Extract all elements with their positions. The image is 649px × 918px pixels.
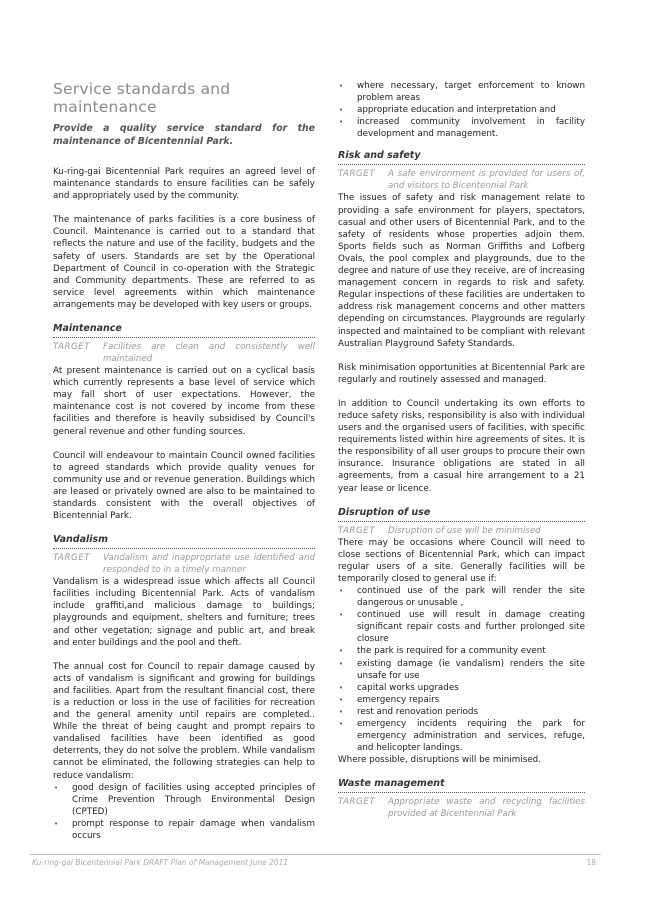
vandalism-strategy-list-continued	[338, 80, 585, 140]
target-label: TARGET	[53, 553, 91, 564]
intro-paragraph: The maintenance of parks facilities is a core business of Council. Maintenance is carried out to a standard that reflects the nature and use of the facility, budgets and the safety of users. Standards are set by the Operational Department of Council in co-operation with the Strategic and Community departments. These are referred to as service level agreements within which maintenance arrangements may be developed with key users or groups.	[53, 215, 315, 310]
target-label: TARGET	[338, 169, 376, 180]
target-label: TARGET	[53, 342, 91, 353]
list-item: • emergency repairs	[339, 694, 440, 705]
list-item: • increased community involvement in facility development and management.	[339, 117, 585, 140]
vandalism-strategy-list	[53, 782, 315, 842]
bullet-icon: •	[339, 659, 344, 668]
risk-heading: Risk and safety	[338, 150, 585, 165]
right-column	[338, 80, 585, 820]
vandalism-heading: Vandalism	[53, 534, 315, 549]
disruption-closing: Where possible, disruptions will be minimised.	[338, 755, 541, 766]
risk-paragraph: Risk minimisation opportunities at Bicentennial Park are regularly and routinely assessed and managed.	[338, 362, 585, 385]
bullet-icon: •	[339, 82, 344, 90]
bullet-icon: •	[339, 118, 344, 127]
section-lead: Provide a quality service standard for the maintenance of Bicentennial Park.	[53, 123, 315, 147]
target-text: Facilities are clean and consistently well maintained	[103, 342, 315, 365]
maintenance-heading: Maintenance	[53, 323, 315, 338]
list-item: • good design of facilities using accepted principles of Crime Prevention Through Environmental Design (CPTED)	[54, 782, 315, 817]
risk-paragraph: In addition to Council undertaking its own efforts to reduce safety risks, responsibility is also with individual users and the organised users of facilities, with specific requirements listed within hire agreements of sites. It is the responsibility of all user groups to procure their own insurance. Insurance obligations are stated in all agreements, from a casual hire arrangement to a 21 year lease or licence.	[338, 398, 585, 494]
maintenance-paragraph: Council will endeavour to maintain Council owned facilities to agreed standards which provide quality venues for community use and or revenue generation. Buildings which are leased or privately owned are also to be maintained to standards consistent with the overall objectives of Bicentennial Park.	[53, 450, 315, 522]
list-item: • appropriate education and interpretation and	[339, 105, 556, 116]
disruption-reasons-list	[338, 585, 585, 754]
list-item: • emergency incidents requiring the park for emergency administration and services, refuge, and helicopter landings.	[339, 719, 585, 754]
disruption-intro: There may be occasions where Council will need to close sections of Bicentennial Park, which can impact regular users of a site. Generally facilities will be temporarily closed to general use if:	[338, 537, 585, 584]
bullet-icon: •	[339, 587, 344, 595]
list-item: • rest and renovation periods	[339, 706, 479, 717]
vandalism-paragraph: Vandalism is a widespread issue which affects all Council facilities including Bicentennial Park. Acts of vandalism include graffiti,and malicious damage to buildings; playgrounds and equipment, shelters and furniture; trees and other vegetation; signage and public art, and break and enter buildings and the pool and theft.	[53, 577, 315, 648]
bullet-icon: •	[339, 647, 344, 656]
bullet-icon: •	[339, 707, 344, 716]
bullet-icon: •	[339, 611, 344, 620]
bullet-icon: •	[339, 720, 344, 729]
disruption-heading: Disruption of use	[338, 507, 585, 522]
waste-heading: Waste management	[338, 778, 585, 793]
maintenance-paragraph: At present maintenance is carried out on a cyclical basis which currently represents a base level of service which may fall short of user expectations. However, the maintenance cost is not covered by income from these facilities and therefore is heavily subsidised by Council's general revenue and other funding sources.	[53, 366, 315, 437]
vandalism-paragraph: The annual cost for Council to repair damage caused by acts of vandalism is significant and growing for buildings and facilities. Apart from the resultant financial cost, there is a reduction or loss in the use of facilities for recreation and the general amenity until repairs are completed.. While the threat of being caught and prompt repairs to vandalised facilities have been identified as good deterrents, they do not solve the problem. While vandalism cannot be eliminated, the following strategies can help to reduce vandalism:	[53, 661, 315, 781]
target-text: Appropriate waste and recycling facilities provided at Bicentennial Park	[388, 797, 585, 820]
waste-target	[338, 796, 585, 820]
maintenance-target	[53, 341, 315, 365]
list-item: • continued use will result in damage creating significant repair costs and further prolonged site closure	[339, 610, 585, 645]
bullet-icon: •	[54, 819, 59, 828]
target-text: Disruption of use will be minimised	[388, 525, 541, 536]
bullet-icon: •	[339, 695, 344, 704]
footer-divider	[30, 854, 601, 855]
bullet-icon: •	[339, 683, 344, 692]
list-item: • prompt response to repair damage when vandalism occurs	[54, 818, 315, 842]
intro-paragraph: Ku-ring-gai Bicentennial Park requires an agreed level of maintenance standards to ensure facilities can be safely and appropriately used by the community.	[53, 167, 315, 202]
list-item: • the park is required for a community event	[339, 646, 546, 657]
risk-paragraph: The issues of safety and risk management relate to providing a safe environment for players, spectators, casual and other users of Bicentennial Park, and to the safety of residents whose properties adjoin them. Sports fields such as Norman Griffiths and Lofberg Ovals, the pool complex and playgrounds, due to the degree and nature of use they receive, are of increasing management concern in regards to risk and safety. Regular inspections of these facilities are undertaken to address risk management concerns and other matters depending on circumstances. Playgrounds are regularly inspected and maintained to be compliant with relevant Australian Playground Safety Standards.	[338, 193, 585, 349]
section-title: Service standards and maintenance	[53, 80, 231, 116]
list-item: • continued use of the park will render the site dangerous or unusable ,	[339, 586, 585, 609]
footer-document-title: Ku-ring-gai Bicentennial Park DRAFT Plan of Management June 2011	[32, 858, 289, 867]
page-number: 18	[586, 858, 596, 867]
left-column	[53, 80, 315, 842]
risk-target	[338, 168, 585, 192]
target-text: Vandalism and inappropriate use identified and responded to in a timely manner	[103, 553, 315, 576]
target-text: A safe environment is provided for users of, and visitors to Bicentennial Park	[388, 169, 585, 192]
bullet-icon: •	[339, 106, 344, 115]
list-item: • existing damage (ie vandalism) renders the site unsafe for use	[339, 658, 585, 681]
target-label: TARGET	[338, 797, 376, 808]
target-label: TARGET	[338, 525, 376, 536]
disruption-target	[338, 525, 585, 537]
list-item: • where necessary, target enforcement to known problem areas	[339, 81, 585, 104]
vandalism-target	[53, 552, 315, 576]
list-item: • capital works upgrades	[339, 682, 459, 693]
bullet-icon: •	[54, 783, 59, 792]
